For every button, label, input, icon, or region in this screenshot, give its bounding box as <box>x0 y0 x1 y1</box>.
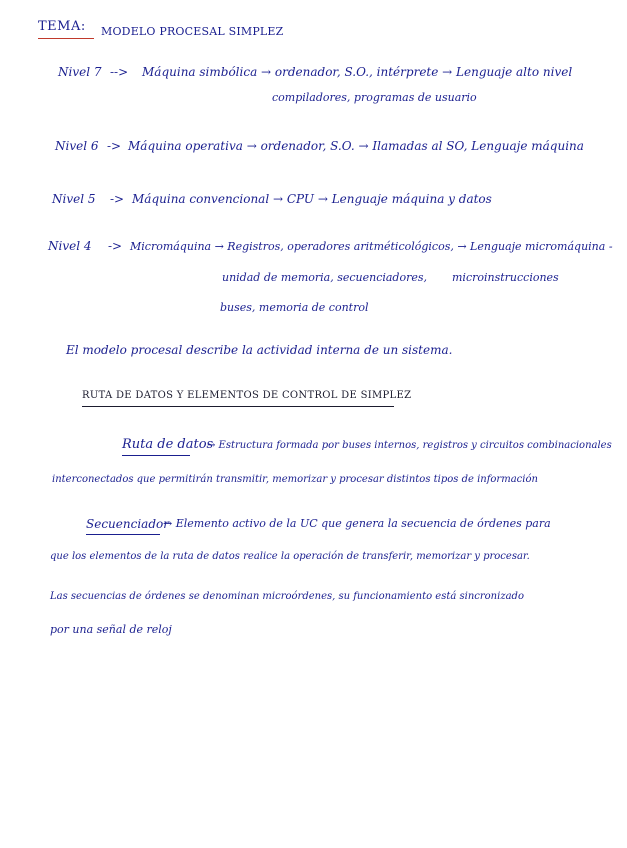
tema-label: TEMA: <box>38 19 86 34</box>
ruta-line-2: interconectados que permitirán transmitir, memorizar y procesar distintos tipos de información <box>52 474 538 485</box>
tema-title: MODELO PROCESAL SIMPLEZ <box>101 25 284 38</box>
level-4-text: Micromáquina → Registros, operadores aritméticológicos, → Lenguaje micromáquina - <box>130 240 613 253</box>
secuenciador-line-4: por una señal de reloj <box>50 623 172 636</box>
secuenciador-line-2: que los elementos de la ruta de datos realice la operación de transferir, memorizar y procesar. <box>50 551 530 562</box>
secuenciador-term-underline <box>86 534 160 535</box>
level-5-name: Nivel 5 <box>52 192 96 206</box>
level-7-text: Máquina simbólica → ordenador, S.O., intérprete → Lenguaje alto nivel <box>142 65 573 79</box>
ruta-term: Ruta de datos <box>122 437 214 452</box>
level-4-continuation-1b: microinstrucciones <box>452 271 559 284</box>
level-7-continuation: compiladores, programas de usuario <box>272 91 477 104</box>
level-6-text: Máquina operativa → ordenador, S.O. → Ilamadas al SO, Lenguaje máquina <box>128 139 584 153</box>
level-4-continuation-2: buses, memoria de control <box>220 301 369 314</box>
tema-underline <box>38 38 94 39</box>
level-4-name: Nivel 4 <box>48 239 92 253</box>
level-6-name: Nivel 6 <box>55 139 99 153</box>
secuenciador-term: Secuenciador <box>86 517 169 531</box>
ruta-term-underline <box>122 455 190 456</box>
level-4-arrow: -> <box>108 239 123 253</box>
level-7-arrow: --> <box>110 65 129 79</box>
secuenciador-line-3: Las secuencias de órdenes se denominan microórdenes, su funcionamiento está sincronizado <box>50 591 524 602</box>
ruta-line-1: → Estructura formada por buses internos, registros y circuitos combinacionales <box>207 440 612 451</box>
level-5-arrow: -> <box>110 192 125 206</box>
level-5-text: Máquina convencional → CPU → Lenguaje máquina y datos <box>132 192 492 206</box>
secuenciador-line-1: → Elemento activo de la UC que genera la secuencia de órdenes para <box>163 517 551 530</box>
section-heading-underline <box>82 406 394 407</box>
section-heading: RUTA DE DATOS Y ELEMENTOS DE CONTROL DE SIMPLEZ <box>82 390 412 401</box>
level-6-arrow: -> <box>107 139 122 153</box>
summary-sentence: El modelo procesal describe la actividad interna de un sistema. <box>66 343 453 357</box>
level-4-continuation-1a: unidad de memoria, secuenciadores, <box>222 271 427 284</box>
level-7-name: Nivel 7 <box>58 65 102 79</box>
